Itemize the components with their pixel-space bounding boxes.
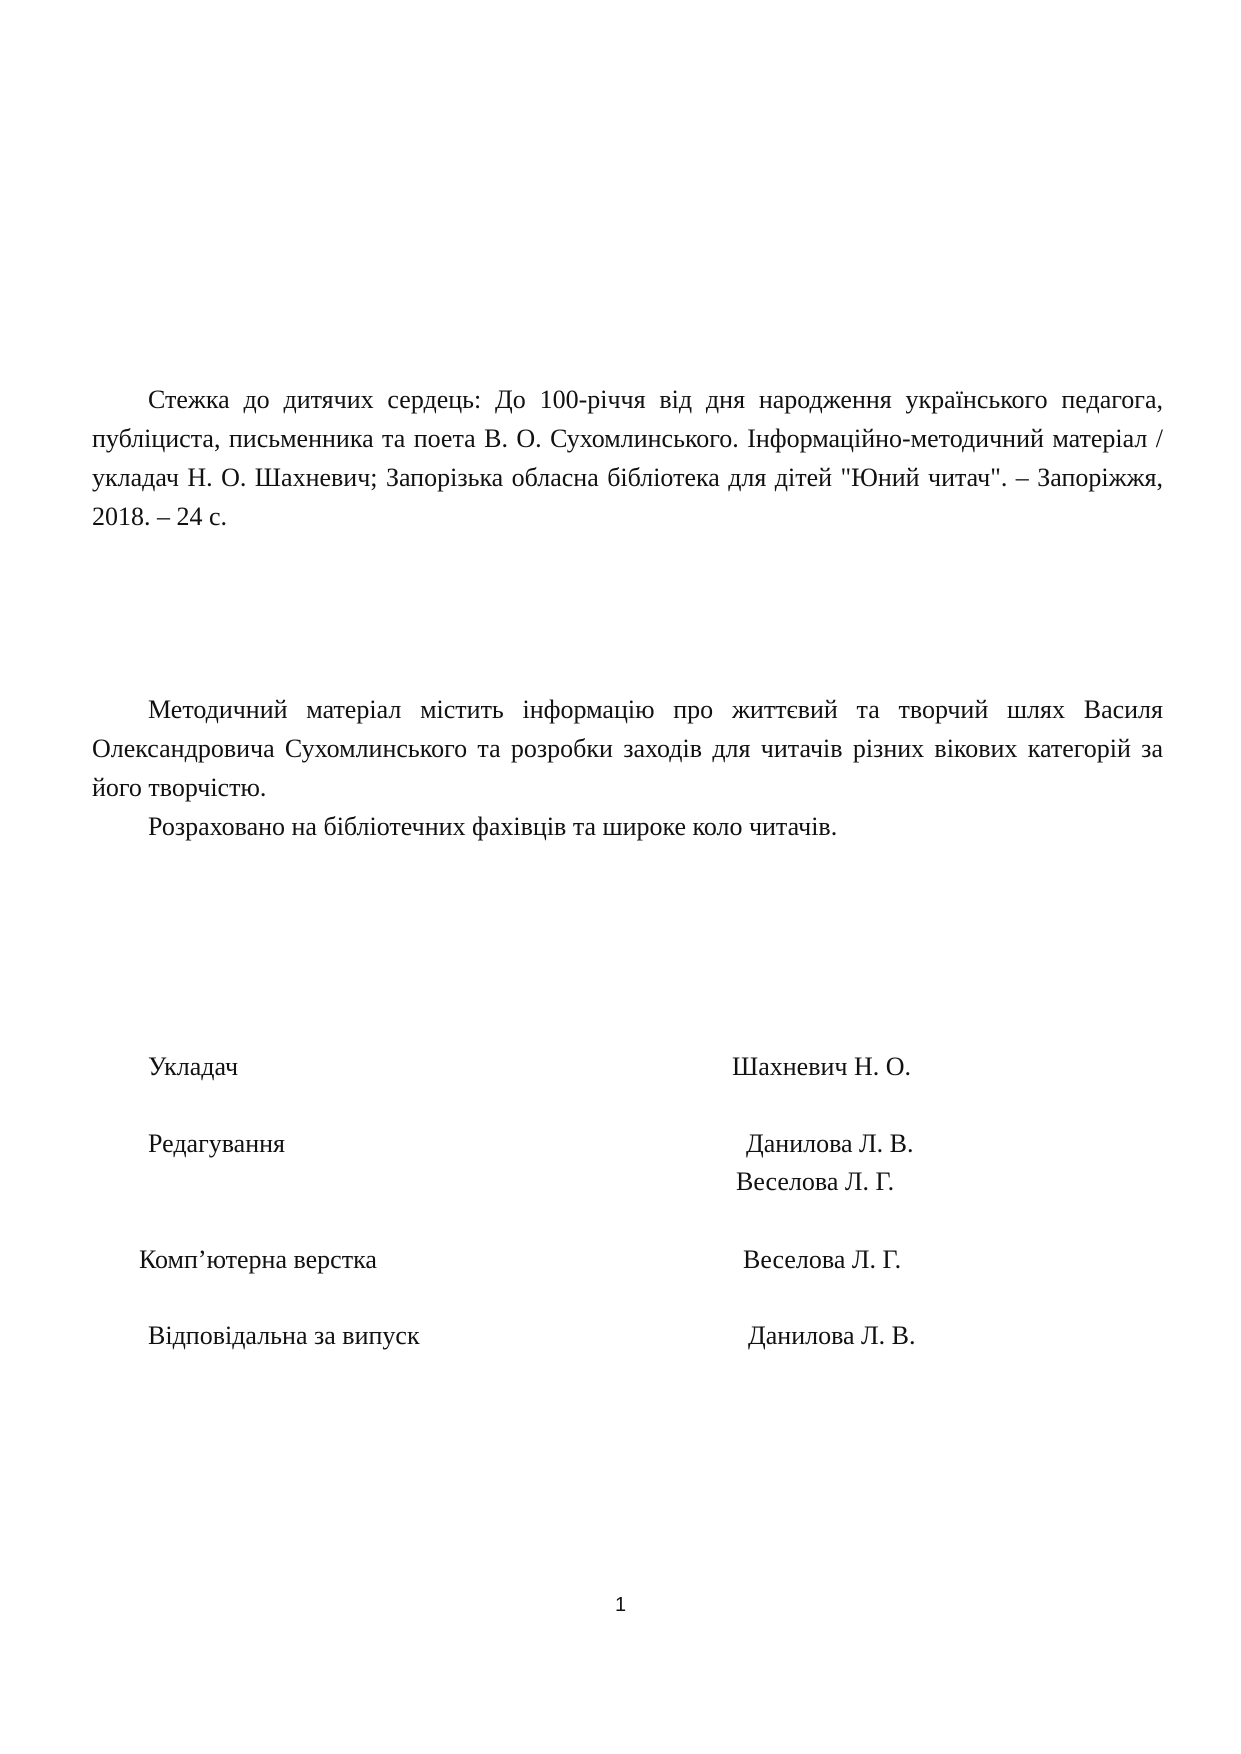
credit-name-compiler: Шахневич Н. О.: [732, 1052, 912, 1081]
credit-name-editing-2: Веселова Л. Г.: [736, 1167, 895, 1196]
credit-name-editing-1: Данилова Л. В.: [746, 1129, 914, 1158]
credit-name-responsible: Данилова Л. В.: [748, 1321, 916, 1350]
bibliographic-record: Стежка до дитячих сердець: До 100-річчя від дня народження українського педагога, публіциста, письменника та поета В. О. Сухомлинського. Інформаційно-методичний матеріал / укладач Н. О. Шахневич; Запорізька обласна бібліотека для дітей "Юний читач". – Запоріжжя, 2018. – 24 с.: [92, 385, 1163, 531]
credit-role-responsible: Відповідальна за випуск: [148, 1321, 420, 1350]
annotation-audience: Розраховано на бібліотечних фахівців та широке коло читачів.: [148, 812, 838, 841]
annotation-description: Методичний матеріал містить інформацію про життєвий та творчий шлях Василя Олександровича Сухомлинського та розробки заходів для читачів різних вікових категорій за його творчістю.: [92, 695, 1163, 802]
credit-role-compiler: Укладач: [148, 1052, 239, 1081]
page-number: 1: [614, 1594, 627, 1616]
credit-role-editing: Редагування: [148, 1129, 286, 1158]
credit-name-layout: Веселова Л. Г.: [743, 1245, 902, 1274]
credit-role-layout: Комп’ютерна верстка: [139, 1245, 377, 1274]
